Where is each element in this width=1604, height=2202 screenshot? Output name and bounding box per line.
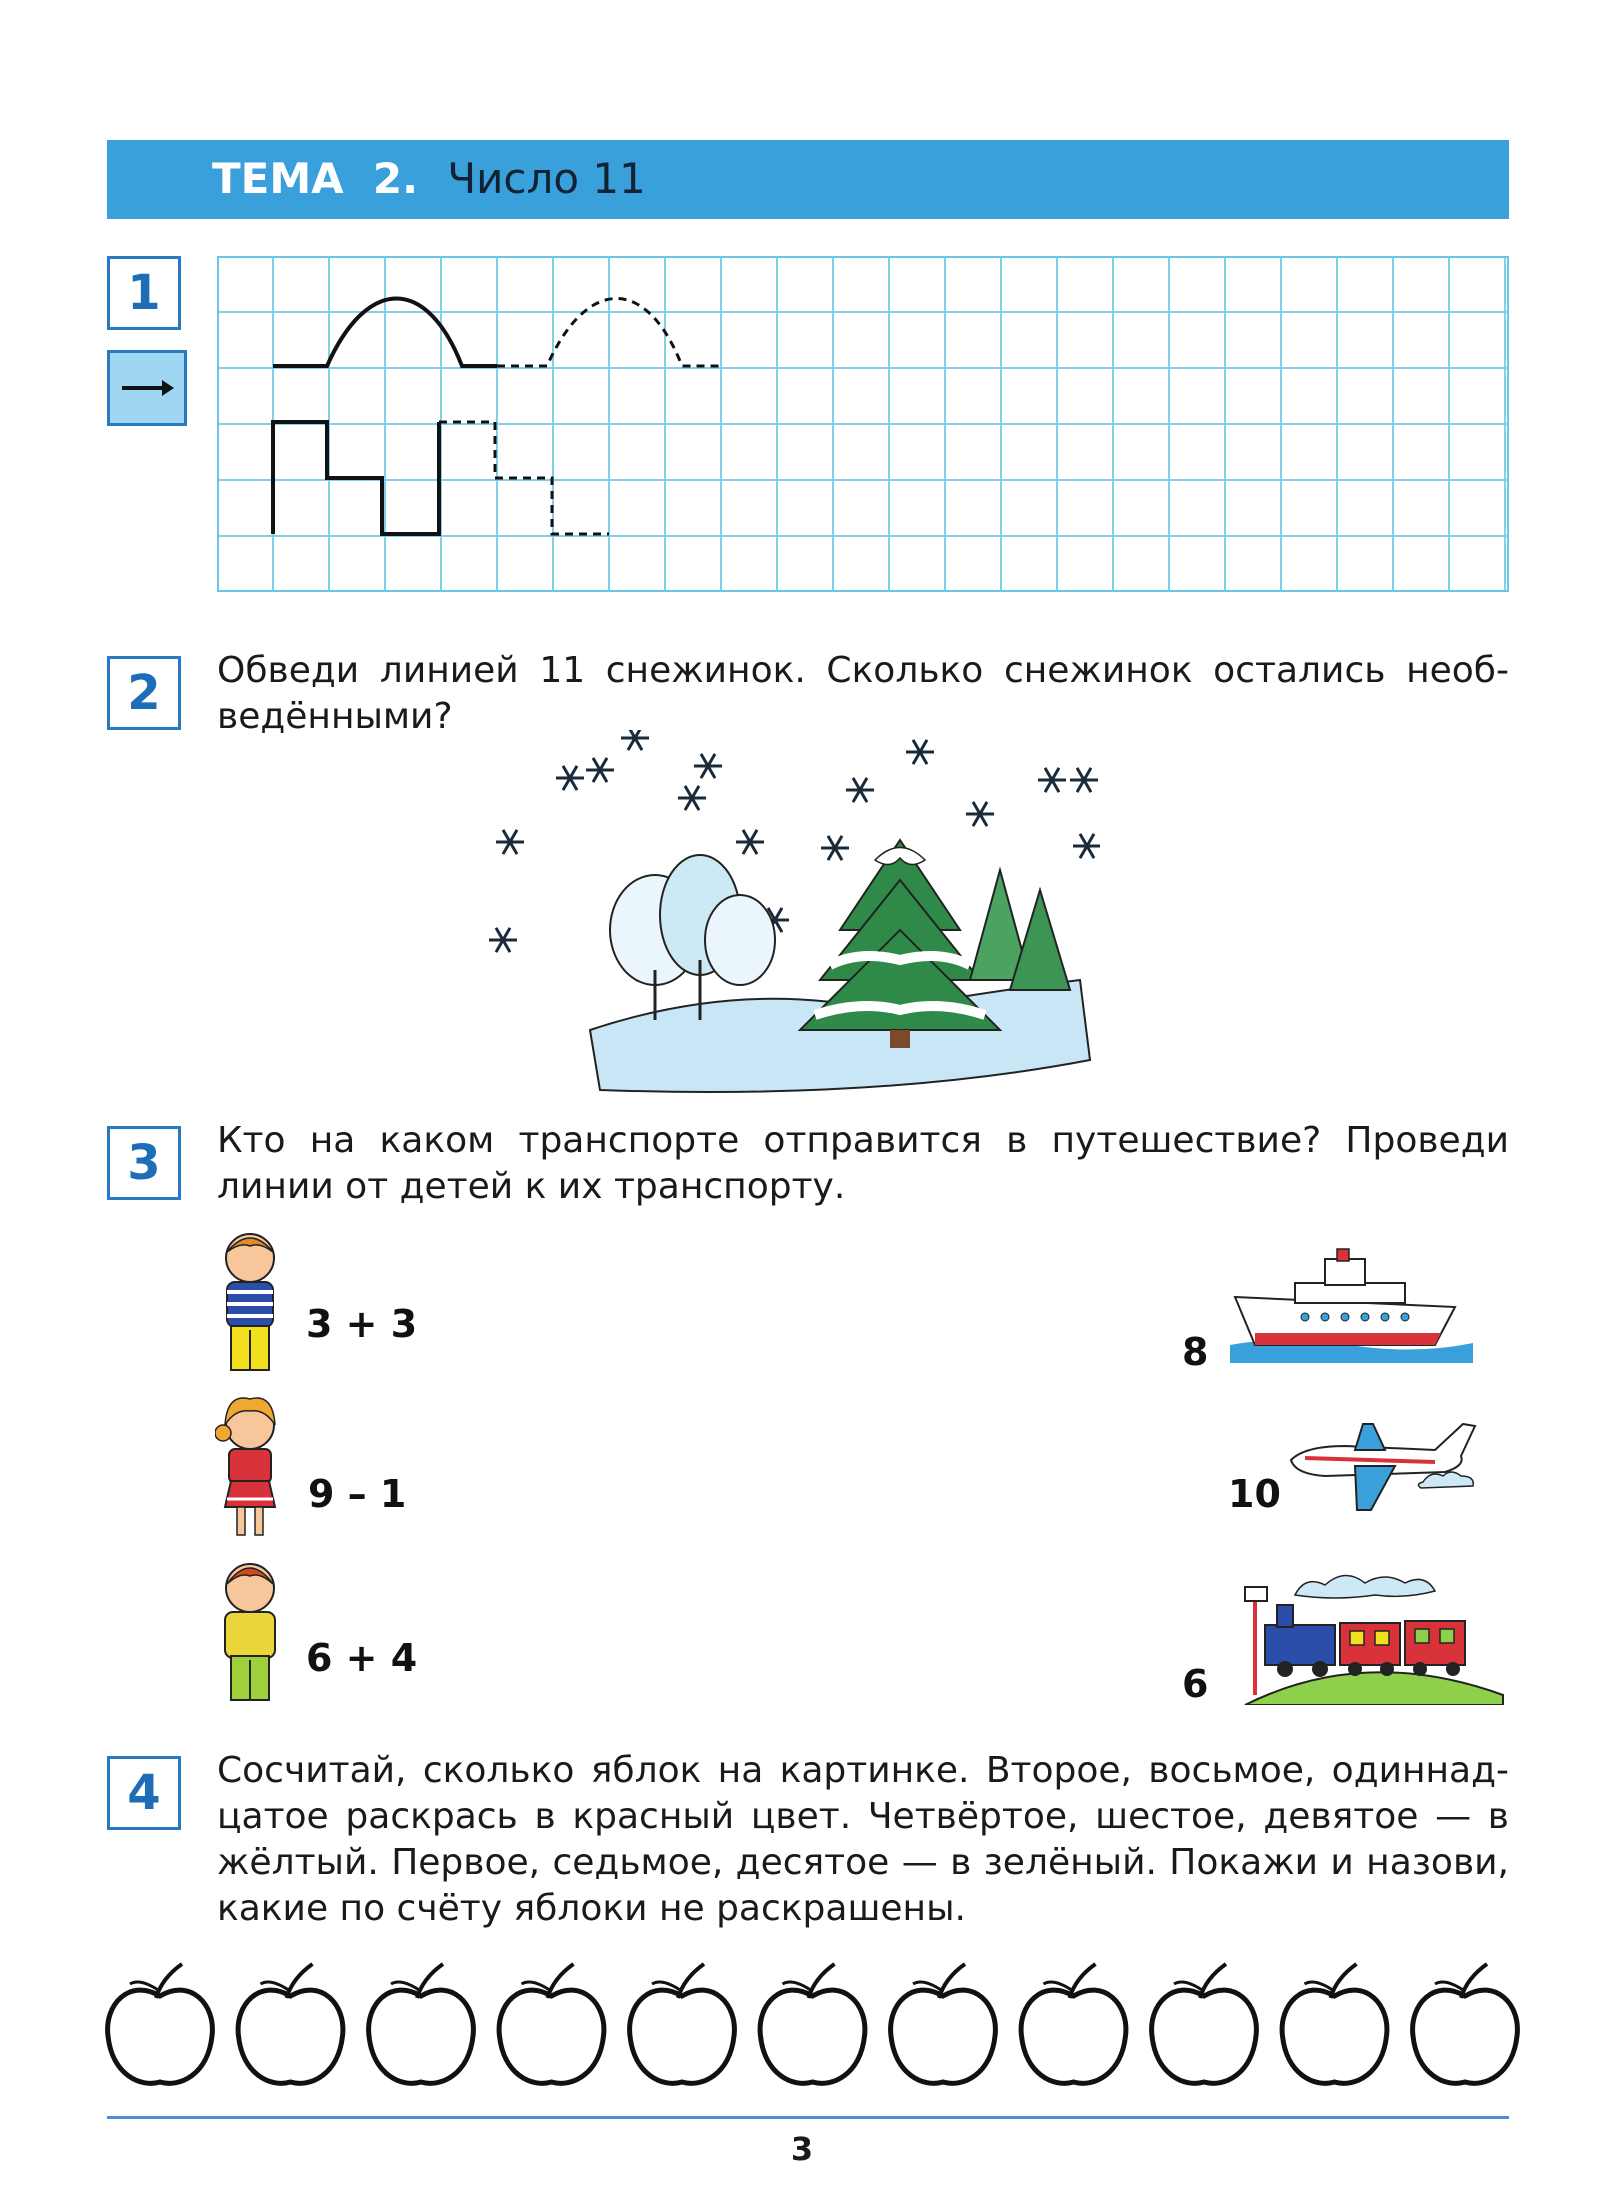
child-expression-2: 9 – 1	[308, 1472, 407, 1516]
task-number-badge-4: 4	[107, 1756, 181, 1830]
snowflake-icon	[556, 766, 584, 790]
snowflake-icon	[694, 754, 722, 778]
child-expression-3: 6 + 4	[306, 1636, 418, 1680]
topic-number: 2.	[372, 154, 419, 203]
snowflake-icon	[586, 758, 614, 782]
snowflake-icon	[678, 786, 706, 810]
apple-outline-icon[interactable]	[369, 1964, 474, 2083]
boy-yellow-shirt-icon	[215, 1560, 285, 1710]
topic-prefix: ТЕМА	[212, 154, 344, 203]
snowflake-icon	[1038, 768, 1066, 792]
snowflake-icon	[846, 778, 874, 802]
transport-number-3: 6	[1182, 1662, 1209, 1706]
girl-icon	[215, 1395, 285, 1545]
transport-number-2: 10	[1228, 1472, 1281, 1516]
topic-title	[212, 150, 646, 208]
train-icon	[1225, 1565, 1505, 1705]
apple-outline-icon[interactable]	[891, 1964, 996, 2083]
snowflake-icon	[1070, 768, 1098, 792]
task-number-badge-3: 3	[107, 1126, 181, 1200]
snowflake-icon	[496, 830, 524, 854]
apple-outline-icon[interactable]	[1413, 1964, 1518, 2083]
apples-row[interactable]	[100, 1960, 1520, 2090]
page-number: 3	[790, 2130, 814, 2168]
apple-outline-icon[interactable]	[1282, 1964, 1387, 2083]
apple-outline-icon[interactable]	[1152, 1964, 1257, 2083]
apple-outline-icon[interactable]	[760, 1964, 865, 2083]
birch-trees-icon	[610, 855, 775, 1020]
snowflake-icon	[621, 730, 649, 750]
small-spruces-icon	[970, 870, 1070, 990]
boy-striped-shirt-icon	[215, 1230, 285, 1380]
tracing-grid[interactable]	[217, 256, 1509, 592]
ship-icon	[1225, 1245, 1475, 1375]
step-pattern-dashed	[439, 422, 609, 534]
snowflake-icon	[906, 740, 934, 764]
apple-outline-icon[interactable]	[108, 1964, 213, 2083]
footer-line	[107, 2116, 1509, 2119]
winter-scene	[480, 730, 1100, 1100]
snowflake-icon	[966, 802, 994, 826]
child-expression-1: 3 + 3	[306, 1302, 418, 1346]
task-3-instruction: Кто на каком транспорте отправится в путешествие? Проведи линии от детей к их транспорту.	[217, 1120, 1509, 1207]
step-pattern-solid	[273, 422, 439, 534]
task-number-badge-2: 2	[107, 656, 181, 730]
topic-subject: Число 11	[447, 154, 646, 203]
snowflake-icon	[489, 928, 517, 952]
right-arrow-icon	[110, 353, 184, 423]
snowflake-icon	[821, 836, 849, 860]
transport-number-1: 8	[1182, 1330, 1209, 1374]
apple-outline-icon[interactable]	[238, 1964, 343, 2083]
arrow-badge	[107, 350, 187, 426]
task-4-instruction: Сосчитай, сколько яблок на картинке. Второе, восьмое, одиннадцатое раскрась в красный цвет. Четвёртое, шестое, девятое — в жёлтый. Первое, седьмое, десятое — в зелёный. Покажи и назови, какие по счёту яблоки не раскрашены.	[217, 1750, 1509, 1929]
apple-outline-icon[interactable]	[630, 1964, 735, 2083]
task-2-instruction: Обведи линией 11 снежинок. Сколько снежинок остались необведёнными?	[217, 650, 1509, 737]
airplane-icon	[1285, 1410, 1485, 1520]
apple-outline-icon[interactable]	[1021, 1964, 1126, 2083]
task-number-badge-1: 1	[107, 256, 181, 330]
snowflake-icon	[1073, 834, 1100, 858]
snowy-spruce-icon	[800, 840, 1000, 1048]
snowflake-icon	[736, 830, 764, 854]
apple-outline-icon[interactable]	[499, 1964, 604, 2083]
